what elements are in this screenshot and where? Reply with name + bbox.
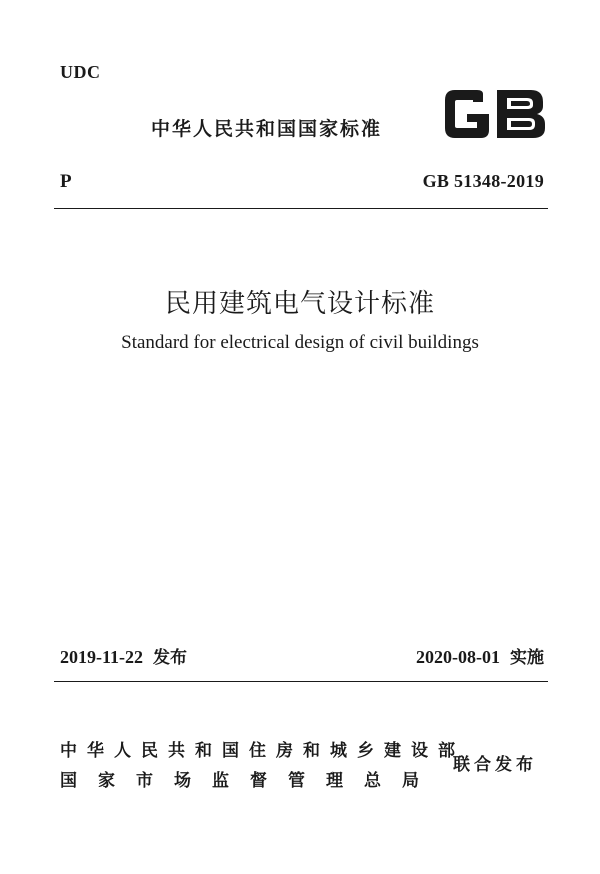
category-code: P — [60, 171, 72, 192]
title-chinese: 民用建筑电气设计标准 — [164, 289, 435, 319]
bottom-divider — [54, 681, 548, 682]
joint-issue-label: 联合发布 — [453, 755, 537, 775]
issue-date-line — [60, 643, 187, 668]
top-divider — [54, 208, 548, 209]
effective-label: 实施 — [510, 648, 544, 668]
issue-label: 发布 — [153, 648, 187, 668]
effective-date: 2020-08-01 — [416, 647, 500, 667]
standard-number: GB 51348-2019 — [422, 171, 544, 191]
title-english: Standard for electrical design of civil buildings — [121, 332, 479, 353]
effective-date-line — [416, 643, 544, 668]
udc-label: UDC — [60, 62, 101, 82]
issuer-ministry: 中华人民共和国住房和城乡建设部 — [60, 741, 465, 761]
national-standard-heading: 中华人民共和国国家标准 — [151, 118, 383, 140]
gb-logo — [443, 88, 547, 140]
issuer-administration: 国家市场监督管理总局 — [60, 771, 440, 791]
issue-date: 2019-11-22 — [60, 647, 143, 667]
